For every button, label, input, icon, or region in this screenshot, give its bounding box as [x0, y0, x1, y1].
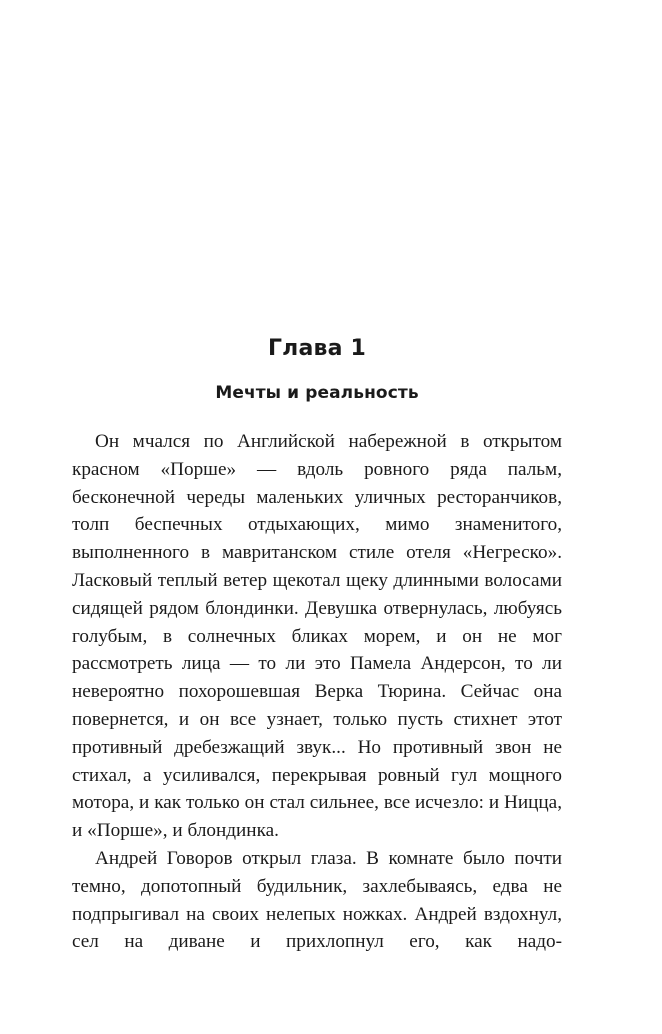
chapter-heading: Глава 1: [267, 336, 367, 361]
paragraph: Он мчался по Английской набережной в открытом красном «Порше» — вдоль ровного ряда пальм, бесконечной череды маленьких уличных ресторанчиков, толп беспечных отдыхающих, мимо знаменитого, выполненного в мавританском стиле отеля «Негреско». Ласковый теплый ветер щекотал щеку длинными волосами сидящей рядом блондинки. Девушка отвернулась, любуясь голубым, в солнечных бликах морем, и он не мог рассмотреть лица — то ли это Памела Андерсон, то ли невероятно похорошевшая Верка Тюрина. Сейчас она повернется, и он все узнает, только пусть стихнет этот противный дребезжащий звук... Но противный звон не стихал, а усиливался, перекрывая ровный гул мощного мотора, и как только он стал сильнее, все исчезло: и Ницца, и «Порше», и блондинка.: [72, 431, 562, 842]
page-content: [72, 0, 562, 984]
section-heading: Мечты и реальность: [215, 383, 419, 403]
paragraph: Андрей Говоров открыл глаза. В комнате было почти темно, допотопный будильник, захлебываясь, едва не подпрыгивал на своих нелепых ножках. Андрей вздохнул, сел на диване и прихлопнул его, как надо-: [72, 847, 562, 953]
body-text: [72, 404, 562, 984]
